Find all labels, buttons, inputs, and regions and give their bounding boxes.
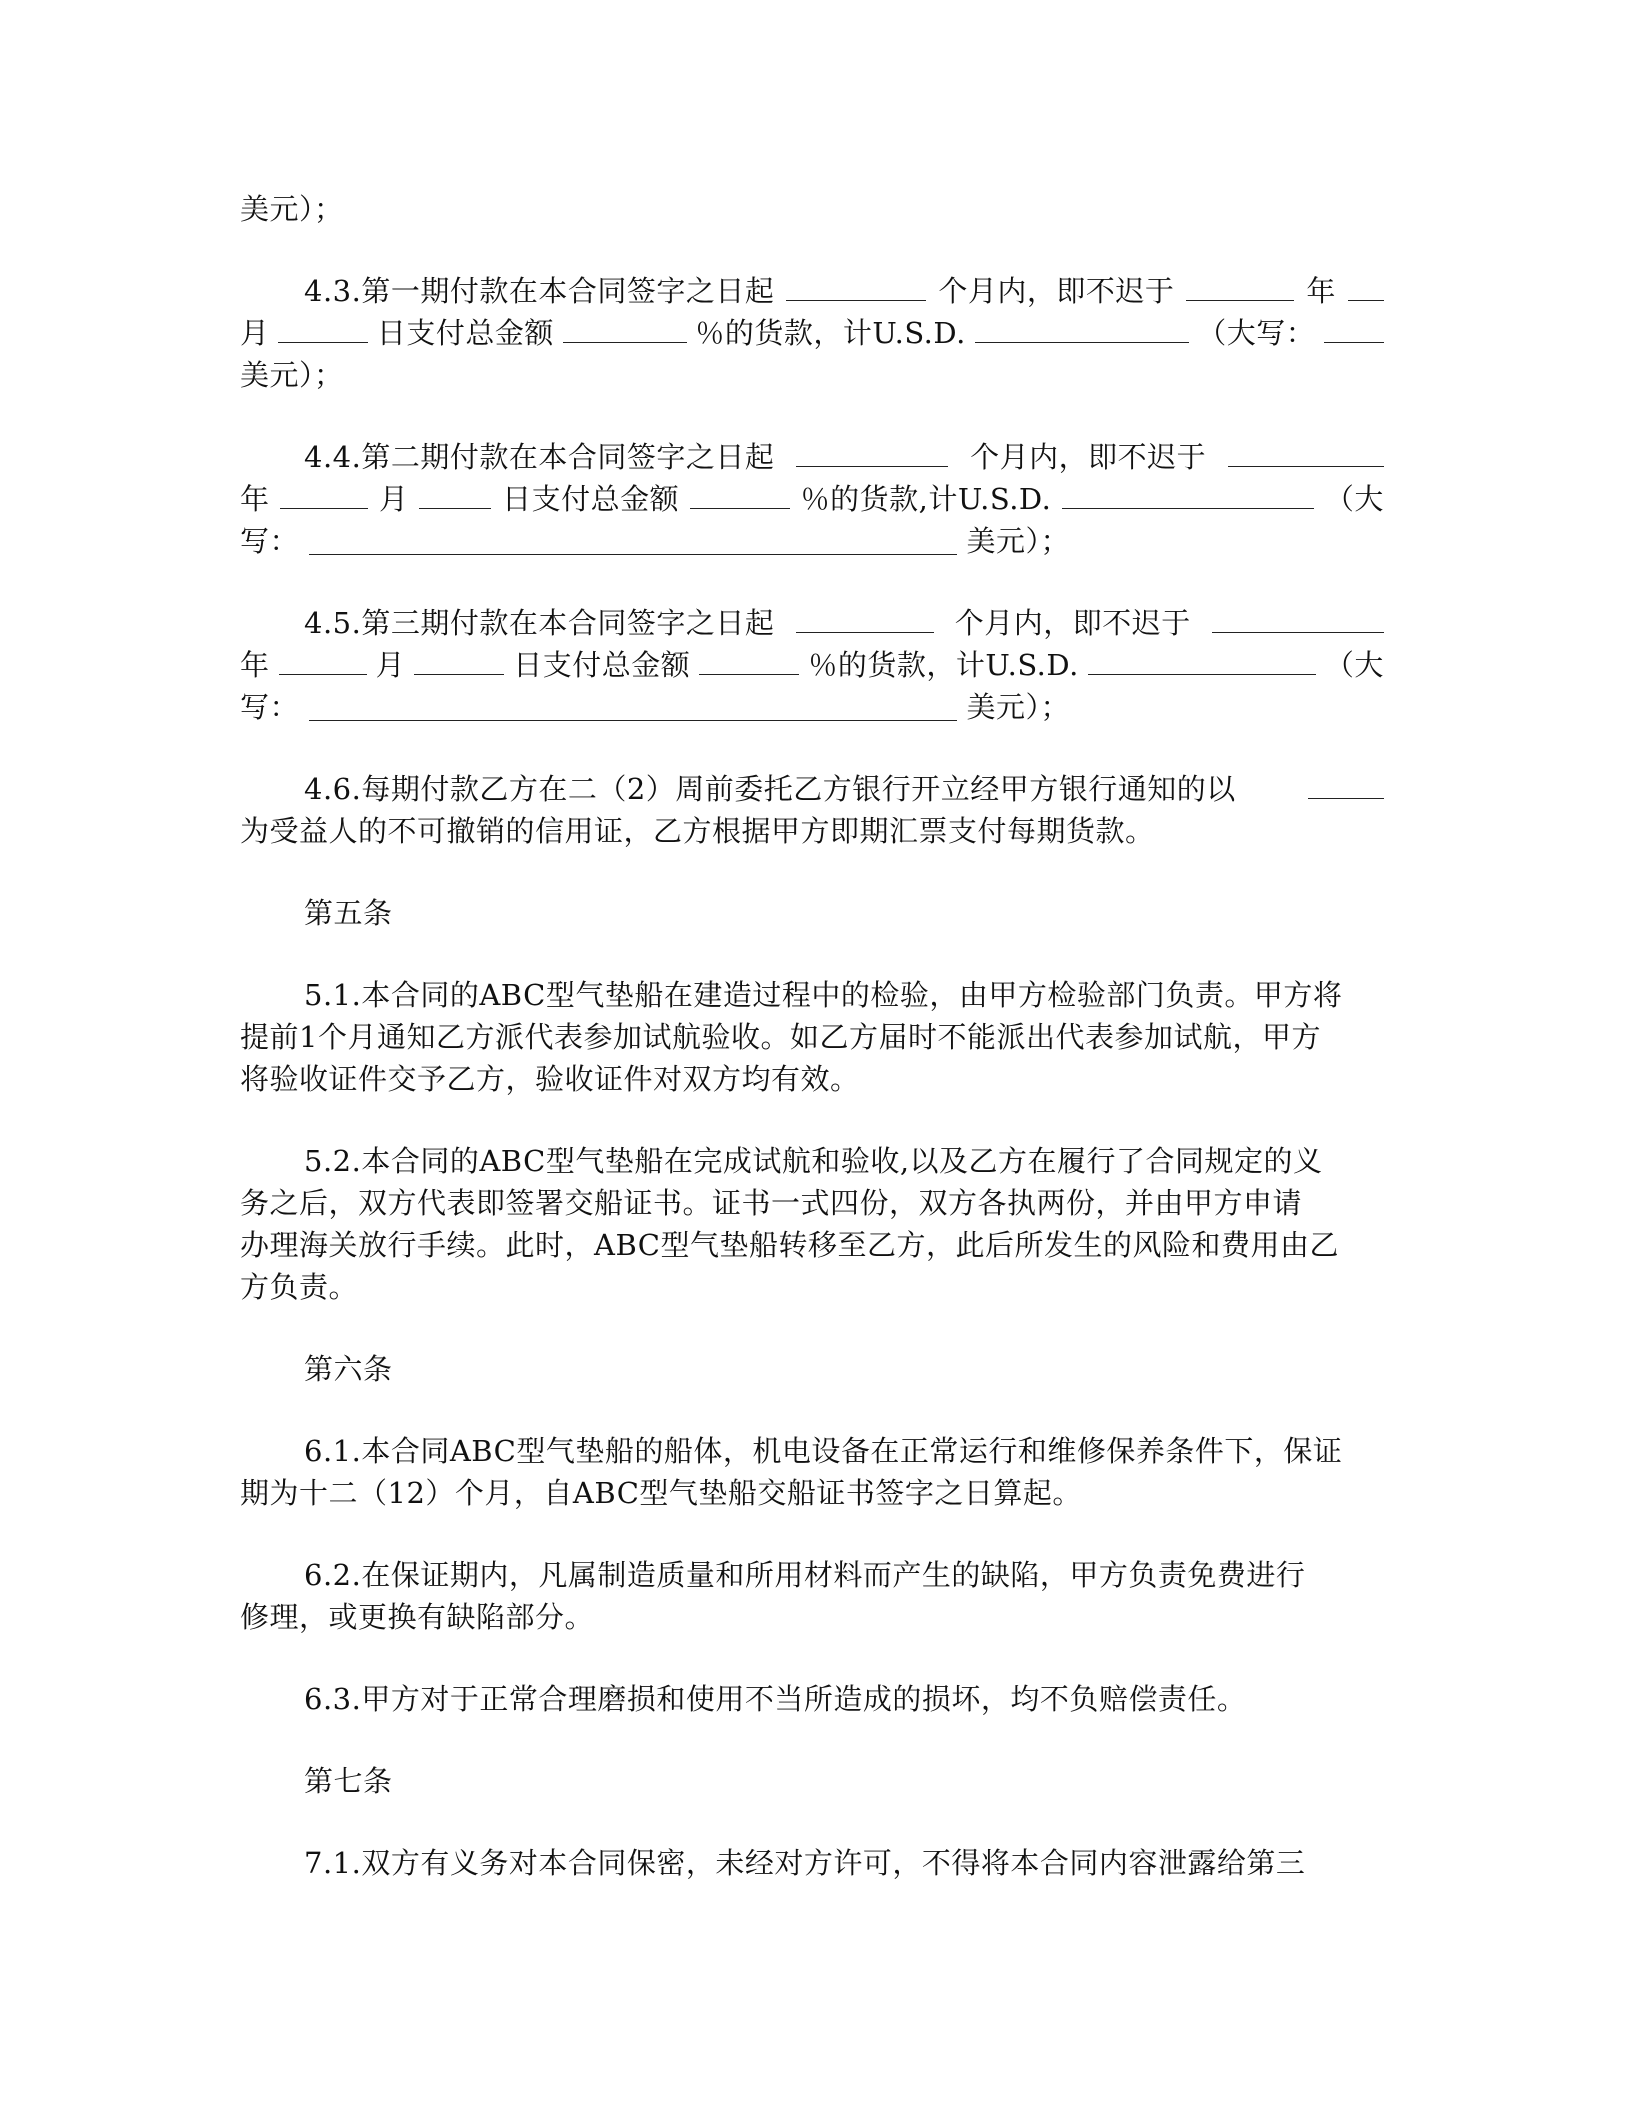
clause-6-2 [240, 1554, 1384, 1638]
text: 日支付总金额 [513, 648, 691, 682]
blank-month [279, 644, 367, 675]
blank-year [1186, 270, 1294, 301]
blank-beneficiary [1308, 768, 1384, 799]
text: 4.3.第一期付款在本合同签字之日起 [304, 274, 775, 308]
clause-5-2-line-3: 办理海关放行手续。此时，ABC型气垫船转移至乙方，此后所发生的风险和费用由乙 [240, 1228, 1339, 1262]
blank-months [796, 602, 934, 633]
text: 为受益人的不可撤销的信用证，乙方根据甲方即期汇票支付每期货款。 [240, 814, 1155, 848]
clause-5-1-line-3: 将验收证件交予乙方，验收证件对双方均有效。 [240, 1062, 860, 1096]
clause-4-3-line-3 [240, 354, 1384, 396]
blank-percent [563, 312, 687, 343]
text: 年 [240, 482, 270, 516]
clause-6-1 [240, 1430, 1384, 1514]
text: 写： [240, 690, 300, 724]
text: ％的货款，计U.S.D. [808, 648, 1079, 682]
text: （大写： [1197, 316, 1316, 350]
clause-4-6-line-2 [240, 810, 1384, 852]
text: 美元）； [966, 690, 1070, 724]
blank-amount-words [309, 690, 957, 721]
text: 4.5.第三期付款在本合同签字之日起 [304, 606, 775, 640]
clause-6-1-line-2: 期为十二（12）个月，自ABC型气垫船交船证书签字之日算起。 [240, 1476, 1082, 1510]
article-7-heading [240, 1760, 1384, 1802]
clause-5-1 [240, 974, 1384, 1100]
blank-year [1228, 436, 1384, 467]
blank-percent [690, 478, 790, 509]
text: 个月内，即不迟于 [970, 440, 1207, 474]
clause-4-4-line-2 [240, 478, 1384, 520]
blank-month-start [1348, 270, 1384, 301]
text: ％的货款，计U.S.D. [695, 316, 966, 350]
blank-year [1212, 602, 1384, 633]
text: 月 [375, 648, 406, 682]
clause-6-3 [240, 1678, 1384, 1720]
clause-7-1-line-1: 7.1.双方有义务对本合同保密，未经对方许可，不得将本合同内容泄露给第三 [304, 1846, 1306, 1880]
clause-6-2-line-1: 6.2.在保证期内，凡属制造质量和所用材料而产生的缺陷，甲方负责免费进行 [304, 1558, 1306, 1592]
clause-4-6 [240, 768, 1384, 852]
clause-4-4-line-1 [240, 436, 1384, 478]
clause-4-5 [240, 602, 1384, 728]
clause-4-4-line-3 [240, 520, 1384, 562]
paragraph-4-2-tail [240, 188, 1384, 230]
clause-5-1-line-2: 提前1个月通知乙方派代表参加试航验收。如乙方届时不能派出代表参加试航，甲方 [240, 1020, 1321, 1054]
text: 年 [240, 648, 270, 682]
text: （大 [1324, 482, 1384, 516]
text: （大 [1324, 648, 1384, 682]
text: 美元）； [240, 192, 344, 226]
blank-months [796, 436, 948, 467]
clause-4-5-line-2 [240, 644, 1384, 686]
clause-6-2-line-2: 修理，或更换有缺陷部分。 [240, 1600, 595, 1634]
text: ％的货款,计U.S.D. [800, 482, 1052, 516]
text: 4.4.第二期付款在本合同签字之日起 [304, 440, 775, 474]
article-heading: 第七条 [304, 1764, 393, 1798]
text: 个月内，即不迟于 [954, 606, 1191, 640]
clause-5-1-line-1: 5.1.本合同的ABC型气垫船在建造过程中的检验，由甲方检验部门负责。甲方将 [304, 978, 1343, 1012]
clause-5-2-line-2: 务之后，双方代表即签署交船证书。证书一式四份，双方各执两份，并由甲方申请 [240, 1186, 1303, 1220]
clause-4-6-line-1 [240, 768, 1384, 810]
contract-body [240, 188, 1384, 1884]
clause-4-4 [240, 436, 1384, 562]
clause-5-2-line-4: 方负责。 [240, 1270, 359, 1304]
clause-4-3 [240, 270, 1384, 396]
text: 月 [240, 316, 270, 350]
text: 年 [1306, 274, 1336, 308]
blank-month [280, 478, 368, 509]
clause-4-5-line-1 [240, 602, 1384, 644]
blank-amount [1062, 478, 1314, 509]
blank-percent [699, 644, 799, 675]
blank-amount [975, 312, 1189, 343]
blank-day [419, 478, 491, 509]
article-heading: 第六条 [304, 1352, 393, 1386]
text: 4.6.每期付款乙方在二（2）周前委托乙方银行开立经甲方银行通知的以 [304, 772, 1236, 806]
clause-5-2 [240, 1140, 1384, 1308]
blank-amount-words [309, 524, 957, 555]
text: 写： [240, 524, 300, 558]
article-heading: 第五条 [304, 896, 393, 930]
article-6-heading [240, 1348, 1384, 1390]
clause-6-3-line-1: 6.3.甲方对于正常合理磨损和使用不当所造成的损坏，均不负赔偿责任。 [304, 1682, 1247, 1716]
text: 日支付总金额 [502, 482, 680, 516]
blank-amount-words [1324, 312, 1384, 343]
blank-months [786, 270, 926, 301]
clause-7-1 [240, 1842, 1384, 1884]
clause-4-3-line-1 [240, 270, 1384, 312]
text: 美元）； [966, 524, 1070, 558]
text: 月 [379, 482, 409, 516]
clause-6-1-line-1: 6.1.本合同ABC型气垫船的船体，机电设备在正常运行和维修保养条件下，保证 [304, 1434, 1343, 1468]
blank-day [414, 644, 504, 675]
blank-month [278, 312, 368, 343]
blank-amount [1088, 644, 1316, 675]
text: 个月内，即不迟于 [938, 274, 1175, 308]
text: 美元）； [240, 358, 344, 392]
text: 日支付总金额 [376, 316, 554, 350]
clause-4-3-line-2 [240, 312, 1384, 354]
clause-5-2-line-1: 5.2.本合同的ABC型气垫船在完成试航和验收,以及乙方在履行了合同规定的义 [304, 1144, 1323, 1178]
article-5-heading [240, 892, 1384, 934]
clause-4-5-line-3 [240, 686, 1384, 728]
